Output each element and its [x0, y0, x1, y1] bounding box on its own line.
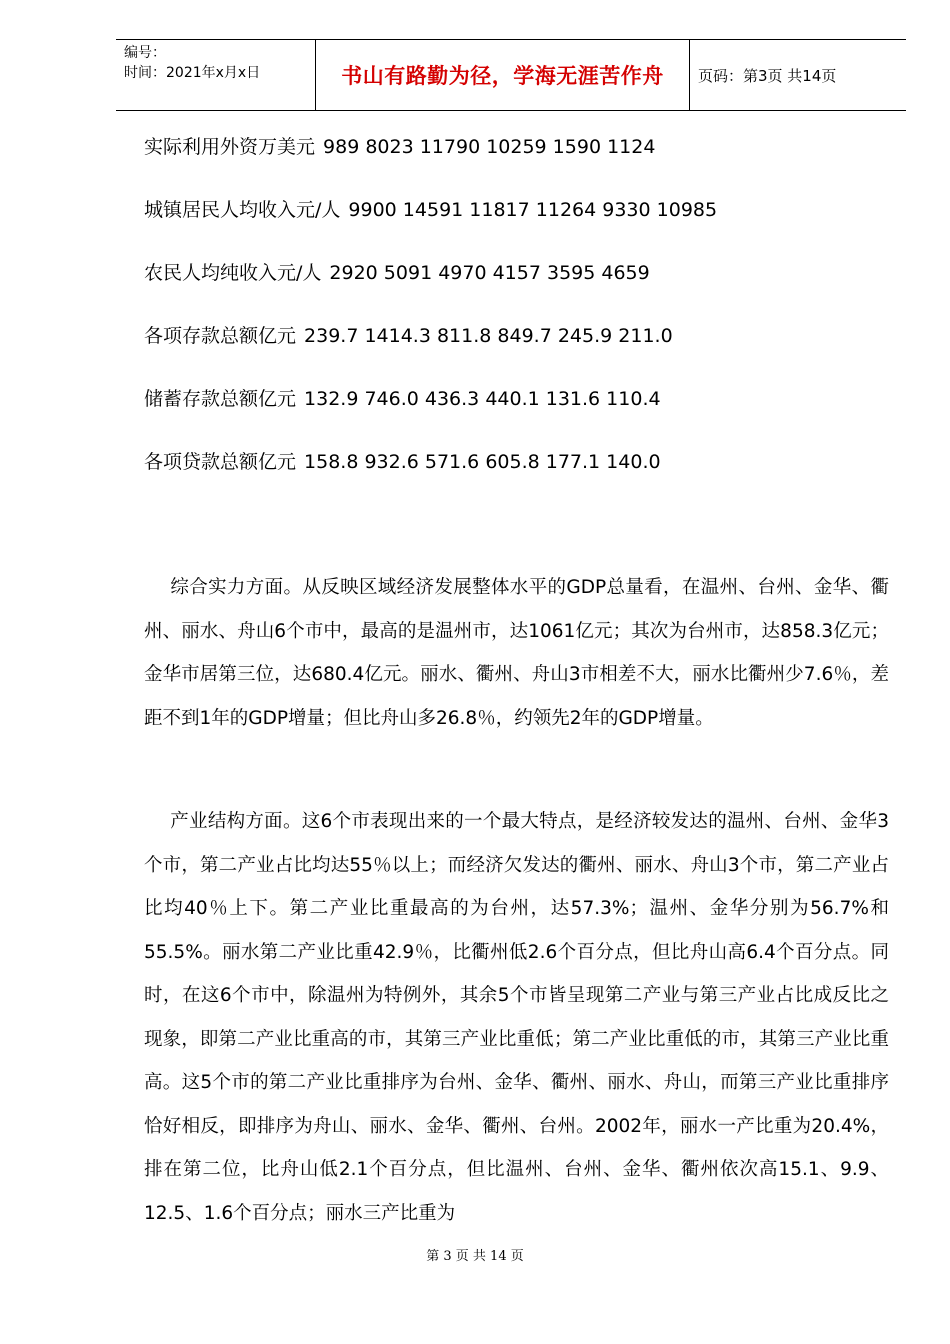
code-label: 编号： — [124, 45, 166, 61]
row-label: 农民人均纯收入元/人 — [144, 262, 322, 284]
header-motto: 书山有路勤为径，学海无涯苦作舟 — [341, 63, 664, 88]
row-label: 各项存款总额亿元 — [144, 325, 297, 347]
row-values: 2920 5091 4970 4157 3595 4659 — [329, 262, 650, 284]
paragraph-overall-strength — [144, 566, 889, 740]
table-row — [144, 441, 889, 504]
row-label: 各项贷款总额亿元 — [144, 451, 297, 473]
page-header — [116, 39, 906, 111]
header-meta — [116, 40, 316, 110]
table-row — [144, 378, 889, 441]
row-label: 城镇居民人均收入元/人 — [144, 199, 341, 221]
page-footer — [0, 1245, 950, 1264]
time-label: 时间：2021年x月x日 — [124, 65, 261, 81]
page-label: 页码：第3页 共14页 — [698, 66, 837, 85]
header-page-cell — [690, 40, 906, 110]
row-values: 158.8 932.6 571.6 605.8 177.1 140.0 — [304, 451, 661, 473]
row-values: 9900 14591 11817 11264 9330 10985 — [348, 199, 718, 221]
paragraph-industry-structure — [144, 800, 889, 1235]
data-table — [144, 126, 889, 504]
row-values: 989 8023 11790 10259 1590 1124 — [323, 136, 656, 158]
table-row — [144, 189, 889, 252]
table-row — [144, 315, 889, 378]
row-label: 储蓄存款总额亿元 — [144, 388, 297, 410]
row-values: 132.9 746.0 436.3 440.1 131.6 110.4 — [304, 388, 661, 410]
table-row — [144, 252, 889, 315]
footer-page-number: 第 3 页 共 14 页 — [426, 1249, 524, 1264]
paragraph-text: 产业结构方面。这6个市表现出来的一个最大特点，是经济较发达的温州、台州、金华3个市，第二产业占比均达55％以上；而经济欠发达的衢州、丽水、舟山3个市，第二产业占比均40％上下。第二产业比重最高的为台州，达57.3%；温州、金华分别为56.7%和55.5%。丽水第二产业比重42.9％，比衢州低2.6个百分点，但比舟山高6.4个百分点。同时，在这6个市中，除温州为特例外，其余5个市皆呈现第二产业与第三产业占比成反比之现象，即第二产业比重高的市，其第三产业比重低；第二产业比重低的市，其第三产业比重高。这5个市的第二产业比重排序为台州、金华、衢州、丽水、舟山，而第三产业比重排序恰好相反，即排序为舟山、丽水、金华、衢州、台州。2002年，丽水一产比重为20.4%，排在第二位，比舟山低2.1个百分点，但比温州、台州、金华、衢州依次高15.1、9.9、12.5、1.6个百分点；丽水三产比重为 — [144, 811, 889, 1224]
paragraph-text: 综合实力方面。从反映区域经济发展整体水平的GDP总量看，在温州、台州、金华、衢州、丽水、舟山6个市中，最高的是温州市，达1061亿元；其次为台州市，达858.3亿元；金华市居第三位，达680.4亿元。丽水、衢州、舟山3市相差不大，丽水比衢州少7.6％，差距不到1年的GDP增量；但比舟山多26.8％，约领先2年的GDP增量。 — [144, 577, 889, 729]
row-label: 实际利用外资万美元 — [144, 136, 316, 158]
header-motto-cell — [316, 40, 690, 110]
row-values: 239.7 1414.3 811.8 849.7 245.9 211.0 — [304, 325, 673, 347]
table-row — [144, 126, 889, 189]
